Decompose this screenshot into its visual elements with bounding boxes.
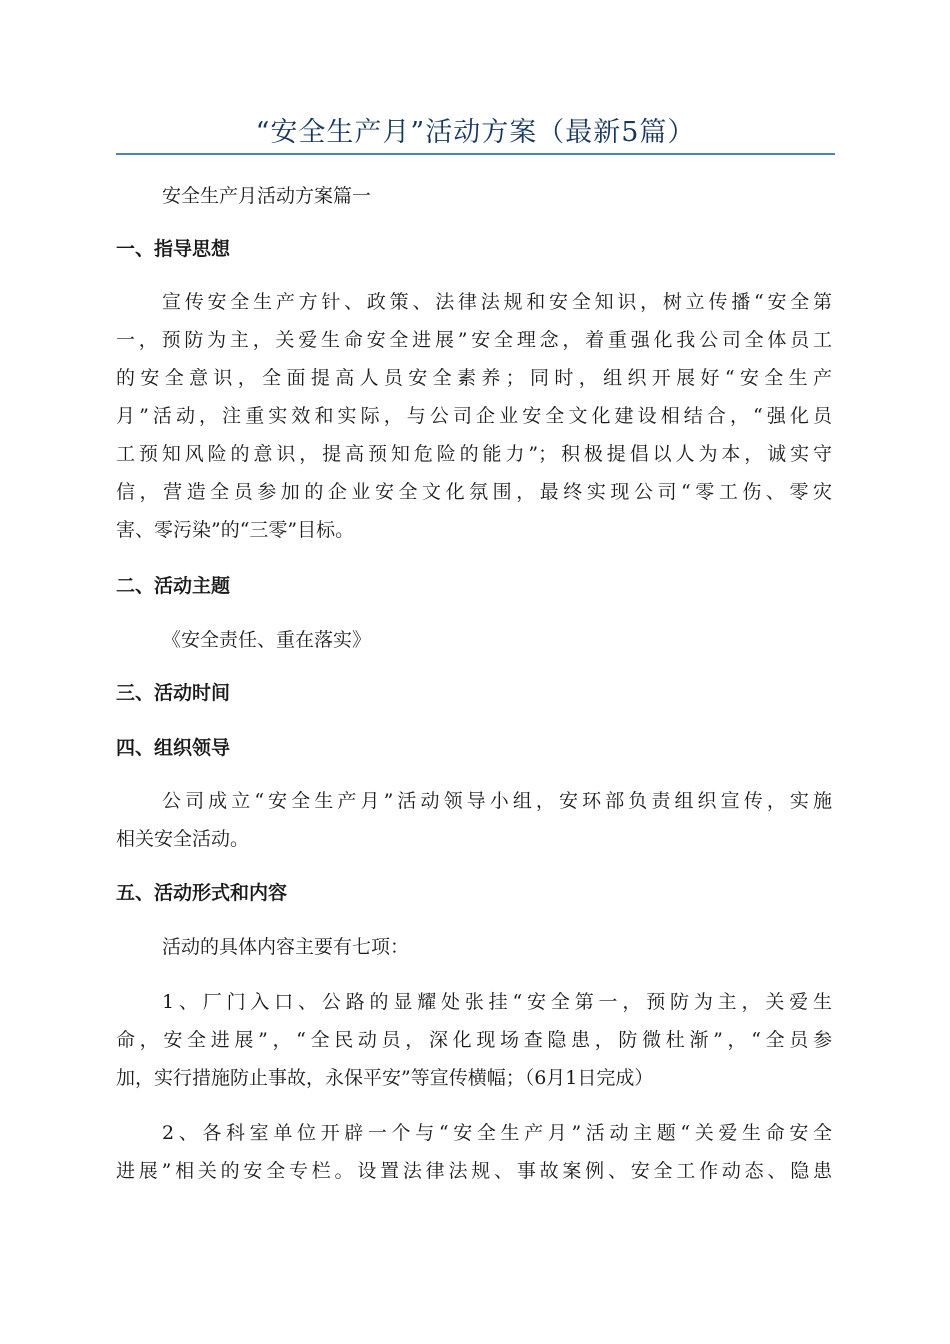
paragraph-line: 加，实行措施防止事故，永保平安”等宣传横幅；（6月1日完成） <box>116 1067 654 1089</box>
paragraph-line: 的安全意识，全面提高人员安全素养；同时，组织开展好“安全生产 <box>116 367 832 389</box>
document-title: “安全生产月”活动方案（最新5篇） <box>255 117 696 148</box>
list-item-2 <box>116 1114 832 1190</box>
paragraph-line: 害、零污染”的“三零”目标。 <box>116 519 355 541</box>
section-heading-3: 三、活动时间 <box>116 682 231 704</box>
paragraph-line: 月”活动，注重实效和实际，与公司企业安全文化建设相结合，“强化员 <box>116 405 832 427</box>
paragraph-line: 工预知风险的意识，提高预知危险的能力”；积极提倡以人为本，诚实守 <box>116 443 832 465</box>
paragraph-line: 2、各科室单位开辟一个与“安全生产月”活动主题“关爱生命安全 <box>162 1122 832 1144</box>
section-heading-5: 五、活动形式和内容 <box>116 882 288 904</box>
subtitle: 安全生产月活动方案篇一 <box>162 185 372 207</box>
section-4-paragraph <box>116 782 832 858</box>
paragraph-line: 进展”相关的安全专栏。设置法律法规、事故案例、安全工作动态、隐患 <box>116 1160 832 1182</box>
activity-theme: 《安全责任、重在落实》 <box>162 629 372 651</box>
paragraph-line: 信，营造全员参加的企业安全文化氛围，最终实现公司“零工伤、零灾 <box>116 481 832 503</box>
paragraph-line: 一，预防为主，关爱生命安全进展”安全理念，着重强化我公司全体员工 <box>116 329 832 351</box>
list-item-1 <box>116 983 832 1097</box>
paragraph-line: 公司成立“安全生产月”活动领导小组，安环部负责组织宣传，实施 <box>162 790 832 812</box>
paragraph-line: 相关安全活动。 <box>116 828 250 850</box>
section-heading-4: 四、组织领导 <box>116 737 231 759</box>
paragraph-line: 命，安全进展”，“全民动员，深化现场查隐患，防微杜渐”，“全员参 <box>116 1029 832 1051</box>
paragraph-line: 宣传安全生产方针、政策、法律法规和安全知识，树立传播“安全第 <box>162 291 832 313</box>
paragraph-line: 1、厂门入口、公路的显耀处张挂“安全第一，预防为主，关爱生 <box>162 991 832 1013</box>
section-heading-1: 一、指导思想 <box>116 238 231 260</box>
section-5-intro: 活动的具体内容主要有七项： <box>162 936 410 958</box>
section-heading-2: 二、活动主题 <box>116 575 231 597</box>
section-1-paragraph <box>116 283 832 549</box>
title-underline <box>116 153 835 155</box>
